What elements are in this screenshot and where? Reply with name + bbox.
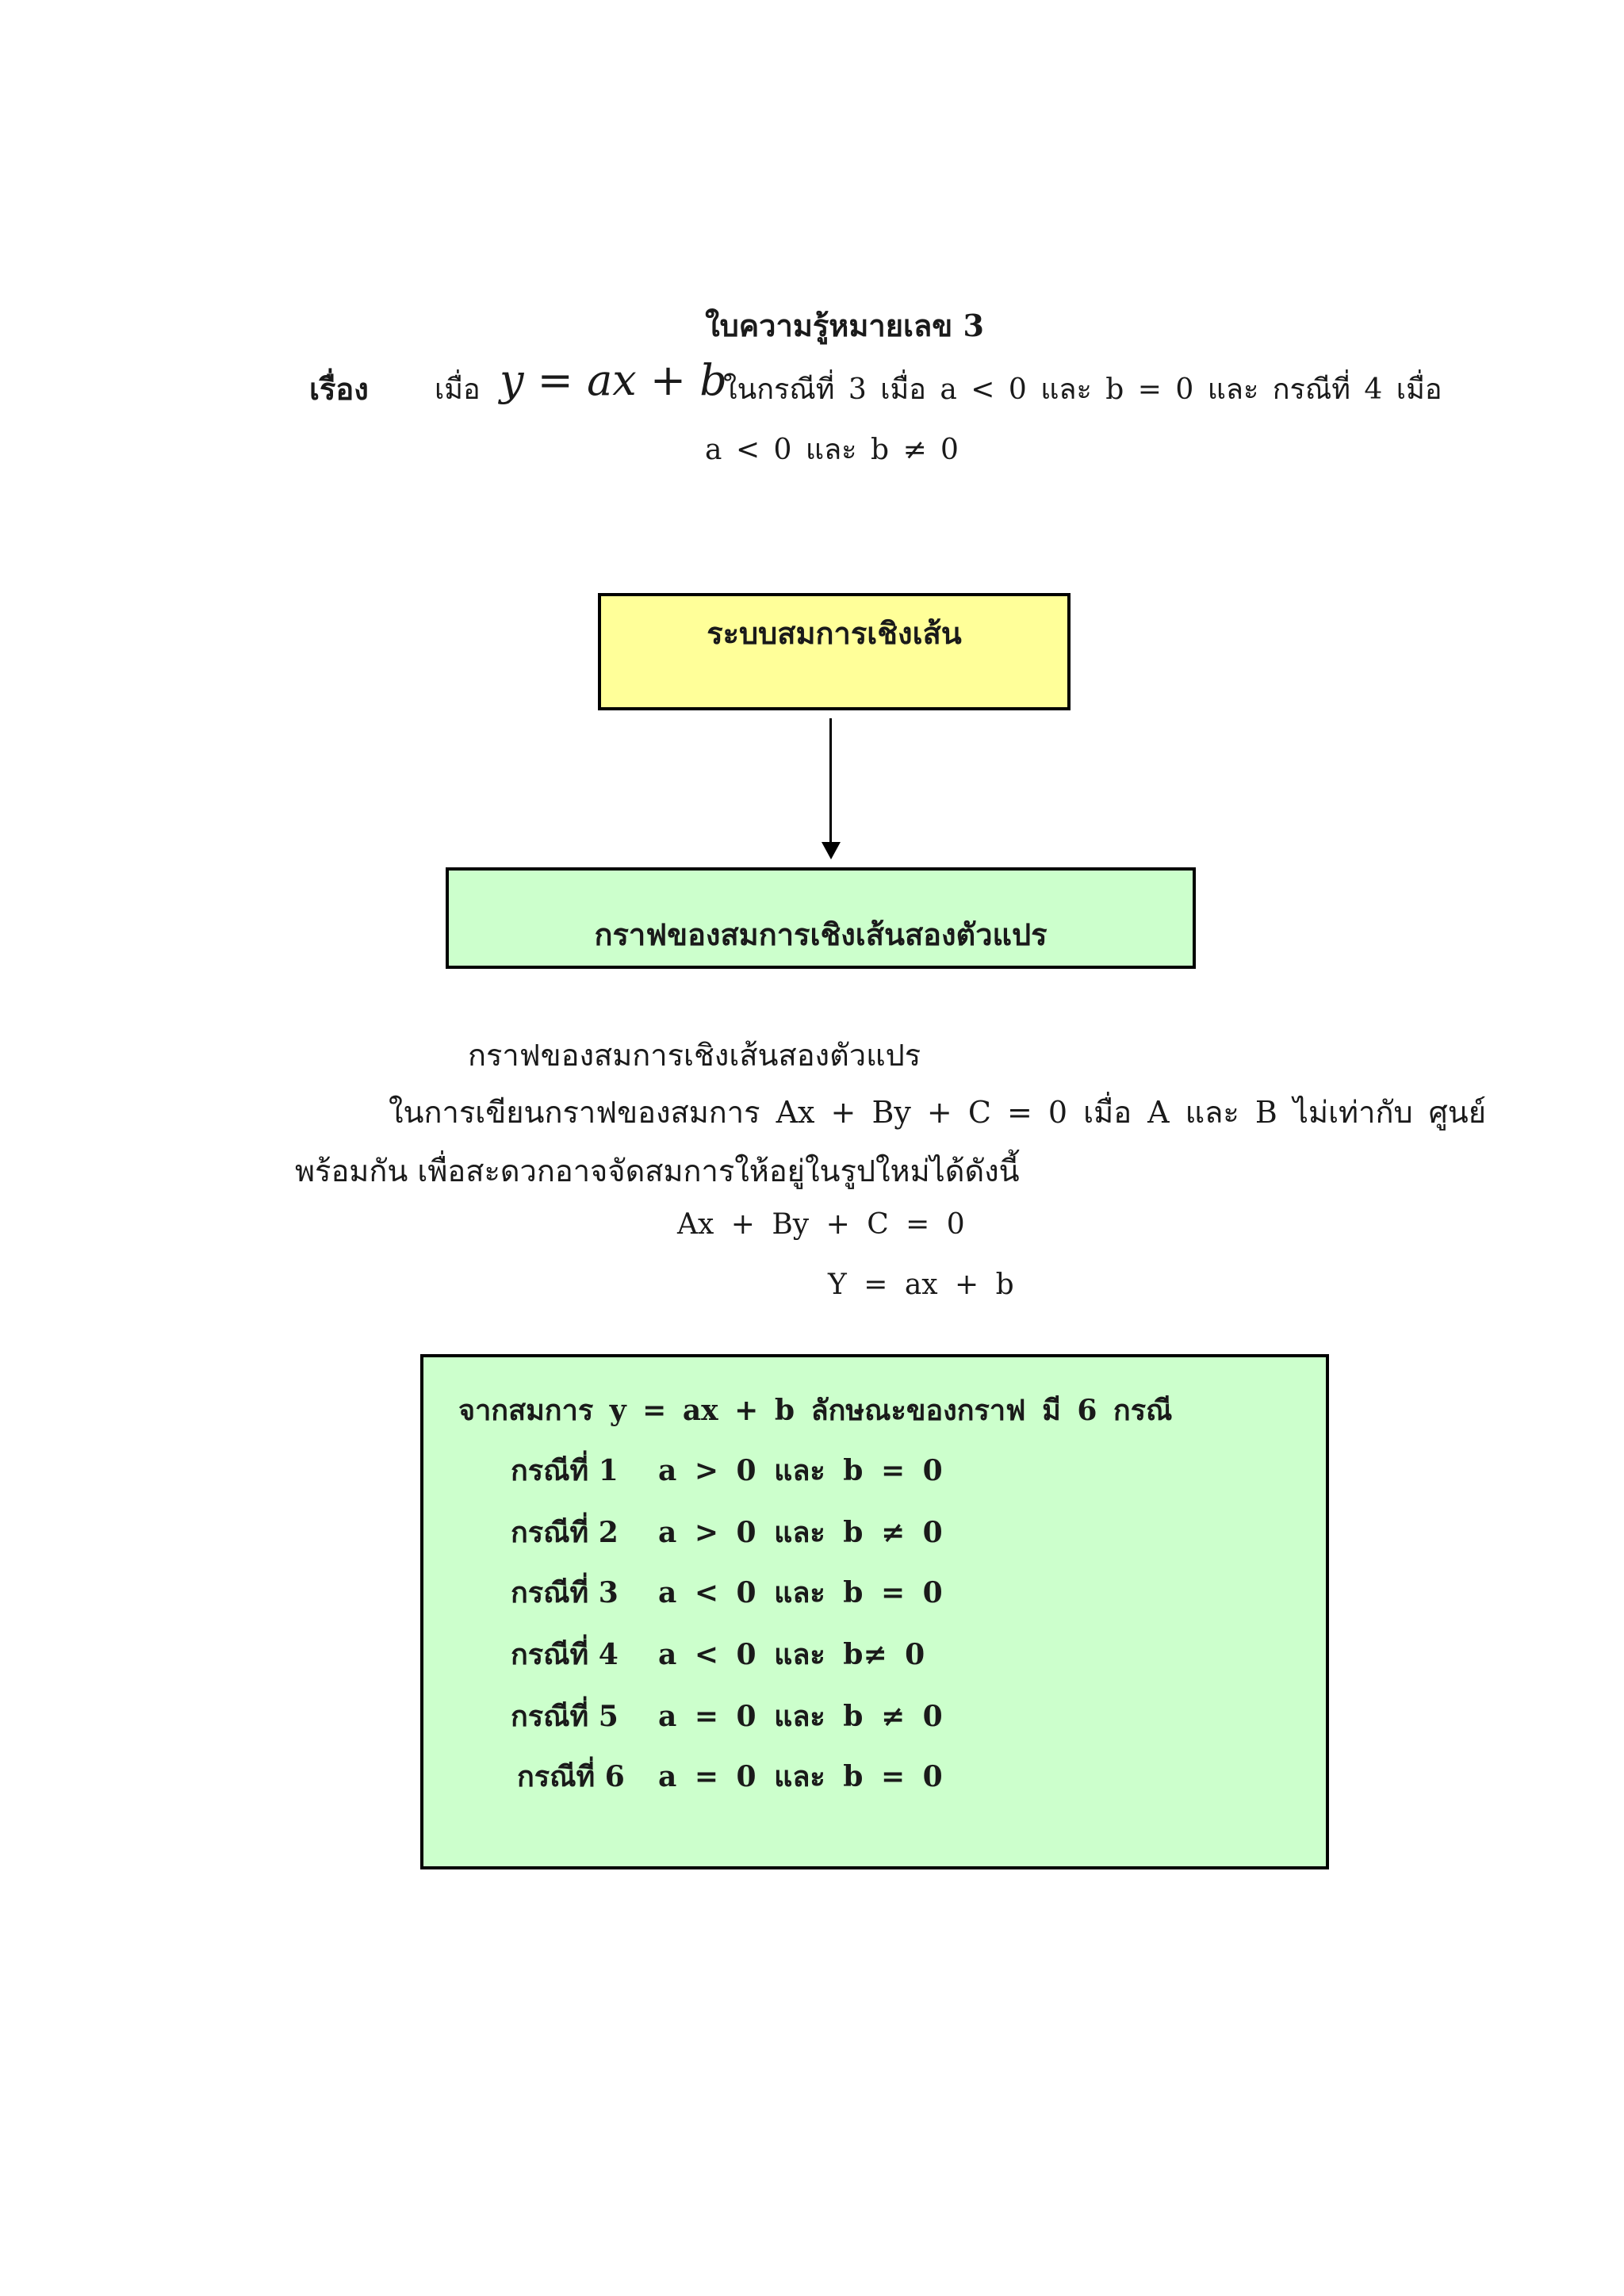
equation-slope-form: Y = ax + b — [828, 1269, 1014, 1301]
case-condition: a < 0 และ b = 0 — [658, 1576, 943, 1609]
flow-arrow-line — [829, 718, 832, 851]
subject-conditions: ในกรณีที่ 3 เมื่อ a < 0 และ b = 0 และ กรณีที่ 4 เมื่อ — [723, 373, 1442, 406]
graph-box-label: กราฟของสมการเชิงเส้นสองตัวแปร — [594, 916, 1048, 952]
paragraph-line-2: พร้อมกัน เพื่อสะดวกอาจจัดสมการให้อยู่ในรูปใหม่ได้ดังนี้ — [295, 1154, 1020, 1188]
subject-when: เมื่อ — [435, 373, 481, 406]
case-name: กรณีที่ 2 — [511, 1516, 619, 1549]
case-row — [0, 1448, 1624, 1487]
section-heading: กราฟของสมการเชิงเส้นสองตัวแปร — [468, 1038, 921, 1073]
case-name: กรณีที่ 4 — [511, 1638, 619, 1671]
page-title: ใบความรู้หมายเลข 3 — [705, 308, 984, 343]
subject-conditions-line2: a < 0 และ b ≠ 0 — [705, 434, 959, 466]
case-name: กรณีที่ 1 — [511, 1454, 619, 1487]
case-condition: a < 0 และ b≠ 0 — [658, 1638, 925, 1671]
arrow-down-icon — [822, 842, 841, 859]
case-row — [0, 1693, 1624, 1733]
case-name: กรณีที่ 5 — [511, 1700, 619, 1733]
case-condition: a = 0 และ b ≠ 0 — [658, 1700, 943, 1733]
case-row — [0, 1570, 1624, 1609]
case-row — [0, 1632, 1624, 1671]
linear-system-box-label: ระบบสมการเชิงเส้น — [707, 615, 962, 651]
paragraph-line-1: ในการเขียนกราฟของสมการ Ax + By + C = 0 เมื่อ A และ B ไม่เท่ากับ ศูนย์ — [389, 1095, 1487, 1130]
case-row — [0, 1754, 1624, 1793]
equation-general: Ax + By + C = 0 — [677, 1208, 965, 1241]
cases-header: จากสมการ y = ax + b ลักษณะของกราฟ มี 6 กรณี — [458, 1394, 1173, 1427]
case-condition: a > 0 และ b ≠ 0 — [658, 1516, 943, 1549]
case-condition: a > 0 และ b = 0 — [658, 1454, 943, 1487]
case-condition: a = 0 และ b = 0 — [658, 1760, 943, 1793]
main-formula: y = ax + b — [500, 355, 727, 405]
case-name: กรณีที่ 3 — [511, 1576, 619, 1609]
case-name: กรณีที่ 6 — [517, 1760, 625, 1793]
case-row — [0, 1510, 1624, 1549]
subject-label: เรื่อง — [309, 371, 369, 407]
